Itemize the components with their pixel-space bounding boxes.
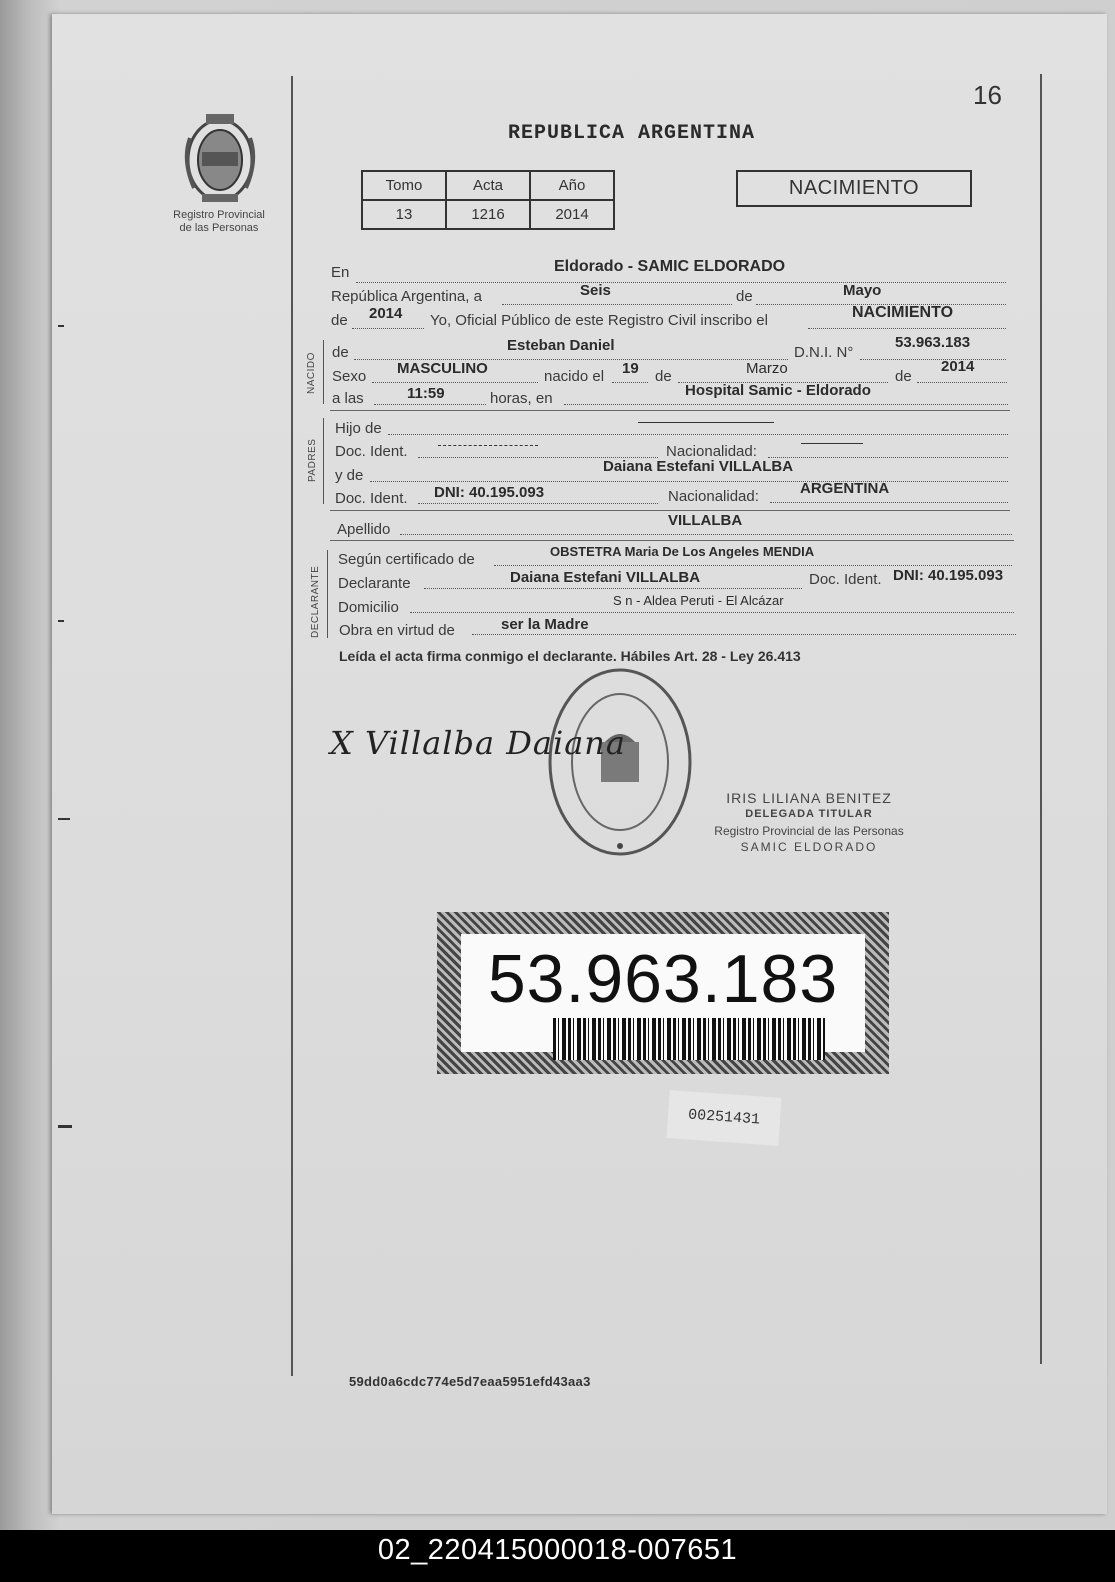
value-madre-nac: ARGENTINA <box>800 480 890 497</box>
record-type-box: NACIMIENTO <box>736 170 972 207</box>
section-bar-nacido <box>323 340 324 404</box>
value-sexo: MASCULINO <box>397 360 488 377</box>
dotted-line <box>768 457 1008 458</box>
right-margin-line <box>1040 74 1042 1364</box>
footer-id: 02_220415000018-007651 <box>377 1534 738 1566</box>
header-tomo: Tomo <box>362 171 446 200</box>
value-apellido: VILLALBA <box>668 512 743 529</box>
label-dni: D.N.I. N° <box>794 344 854 361</box>
value-lugar: Eldorado - SAMIC ELDORADO <box>554 258 786 275</box>
dotted-line <box>612 382 648 383</box>
section-divider <box>330 510 1010 511</box>
official-location: SAMIC ELDORADO <box>740 840 878 854</box>
section-divider <box>330 540 1014 541</box>
value-obra: ser la Madre <box>501 616 589 633</box>
dotted-line <box>770 502 1008 503</box>
official-stamp-icon <box>545 664 695 860</box>
label-hijo-de: Hijo de <box>335 420 382 437</box>
document-title: REPUBLICA ARGENTINA <box>508 122 756 145</box>
dotted-line <box>356 282 1006 283</box>
dotted-line <box>860 359 1006 360</box>
dotted-line <box>418 503 658 504</box>
header-anio: Año <box>530 171 614 200</box>
value-hora: 11:59 <box>407 385 445 402</box>
value-nac-mes: Marzo <box>746 360 788 377</box>
value-tomo: 13 <box>362 200 446 229</box>
side-label-padres: PADRES <box>307 438 318 482</box>
value-madre-doc: DNI: 40.195.093 <box>434 484 545 501</box>
dotted-line <box>372 382 538 383</box>
value-dia: Seis <box>580 282 611 299</box>
dotted-line <box>917 382 1007 383</box>
dotted-line <box>472 634 1016 635</box>
label-declarante: Declarante <box>338 575 411 592</box>
label-nacionalidad-1: Nacionalidad: <box>666 443 757 460</box>
value-acta: 1216 <box>446 200 530 229</box>
barcode-number: 53.963.183 <box>487 941 839 1017</box>
left-margin-line <box>291 76 293 1376</box>
dotted-line <box>388 434 1008 435</box>
label-de: de <box>736 288 753 305</box>
label-yo: Yo, Oficial Público de este Registro Civil inscribo el <box>430 312 768 329</box>
value-anio: 2014 <box>530 200 614 229</box>
label-domicilio: Domicilio <box>338 599 399 616</box>
struck-line <box>638 422 774 423</box>
label-nacionalidad-2: Nacionalidad: <box>668 488 759 505</box>
value-mes: Mayo <box>843 282 882 299</box>
dotted-line <box>370 481 1008 482</box>
edge-mark <box>58 1125 72 1128</box>
edge-mark <box>58 818 70 820</box>
value-acto: NACIMIENTO <box>852 304 954 321</box>
label-segun: Según certificado de <box>338 551 475 568</box>
value-nombre: Esteban Daniel <box>507 337 615 354</box>
provincial-coat-of-arms-icon <box>176 108 264 206</box>
label-sexo: Sexo <box>332 368 367 385</box>
value-domicilio: S n - Aldea Peruti - El Alcázar <box>613 593 784 608</box>
label-doc-ident-2: Doc. Ident. <box>335 490 408 507</box>
side-label-nacido: NACIDO <box>306 352 317 394</box>
edge-mark <box>58 620 64 622</box>
official-name: IRIS LILIANA BENITEZ <box>726 790 892 806</box>
serial-stamp: 00251431 <box>666 1090 781 1146</box>
page-number: 16 <box>973 80 1002 110</box>
dotted-line <box>808 328 1006 329</box>
label-de2: de <box>331 312 348 329</box>
section-bar-padres <box>323 418 324 504</box>
seal-caption <box>149 209 289 235</box>
struck-line <box>801 443 863 444</box>
label-en: En <box>331 264 350 281</box>
dotted-line <box>410 612 1014 613</box>
dotted-line <box>352 328 424 329</box>
dotted-line <box>374 404 486 405</box>
label-apellido: Apellido <box>337 521 391 538</box>
legal-statement: Leída el acta firma conmigo el declarante. Hábiles Art. 28 - Ley 26.413 <box>339 648 801 664</box>
registry-table <box>361 170 615 230</box>
official-office: Registro Provincial de las Personas <box>714 824 904 838</box>
barcode-bars <box>553 1018 825 1060</box>
label-republica: República Argentina, a <box>331 288 482 305</box>
side-label-declarante: DECLARANTE <box>310 565 321 638</box>
label-y-de: y de <box>335 467 364 484</box>
header-acta: Acta <box>446 171 530 200</box>
dotted-line <box>400 534 1012 535</box>
label-de-nombre: de <box>332 344 349 361</box>
handwritten-signature: X Villalba Daiana <box>330 724 626 762</box>
value-declarante-doc: DNI: 40.195.093 <box>893 567 1004 584</box>
official-role: DELEGADA TITULAR <box>745 808 873 820</box>
dotted-line <box>494 565 1012 566</box>
label-horas-en: horas, en <box>490 390 553 407</box>
seal-caption-line-1: Registro Provincial <box>173 209 265 221</box>
document-hash: 59dd0a6cdc774e5d7eaa5951efd43aa3 <box>349 1374 591 1389</box>
label-obra: Obra en virtud de <box>339 622 455 639</box>
dotted-line <box>502 304 732 305</box>
label-a-las: a las <box>332 390 364 407</box>
value-nac-anio: 2014 <box>941 358 975 375</box>
label-de-mes: de <box>655 368 672 385</box>
struck-line <box>438 445 538 446</box>
edge-mark <box>58 325 64 327</box>
value-anio: 2014 <box>369 305 403 322</box>
seal-caption-line-2: de las Personas <box>179 222 259 234</box>
section-bar-declarante <box>327 550 328 638</box>
value-lugar-nac: Hospital Samic - Eldorado <box>685 382 871 399</box>
dotted-line <box>424 588 802 589</box>
barcode-sticker <box>437 912 889 1074</box>
dotted-line <box>564 404 1008 405</box>
value-dni: 53.963.183 <box>895 334 971 351</box>
value-certificado: OBSTETRA Maria De Los Angeles MENDIA <box>550 544 815 559</box>
value-madre: Daiana Estefani VILLALBA <box>603 458 794 475</box>
value-nac-dia: 19 <box>622 360 639 377</box>
value-declarante: Daiana Estefani VILLALBA <box>510 569 701 586</box>
barcode-label <box>461 934 865 1052</box>
label-de-anio: de <box>895 368 912 385</box>
section-divider <box>330 410 1010 411</box>
label-nacido-el: nacido el <box>544 368 605 385</box>
label-doc-ident-3: Doc. Ident. <box>809 571 882 588</box>
label-doc-ident-1: Doc. Ident. <box>335 443 408 460</box>
